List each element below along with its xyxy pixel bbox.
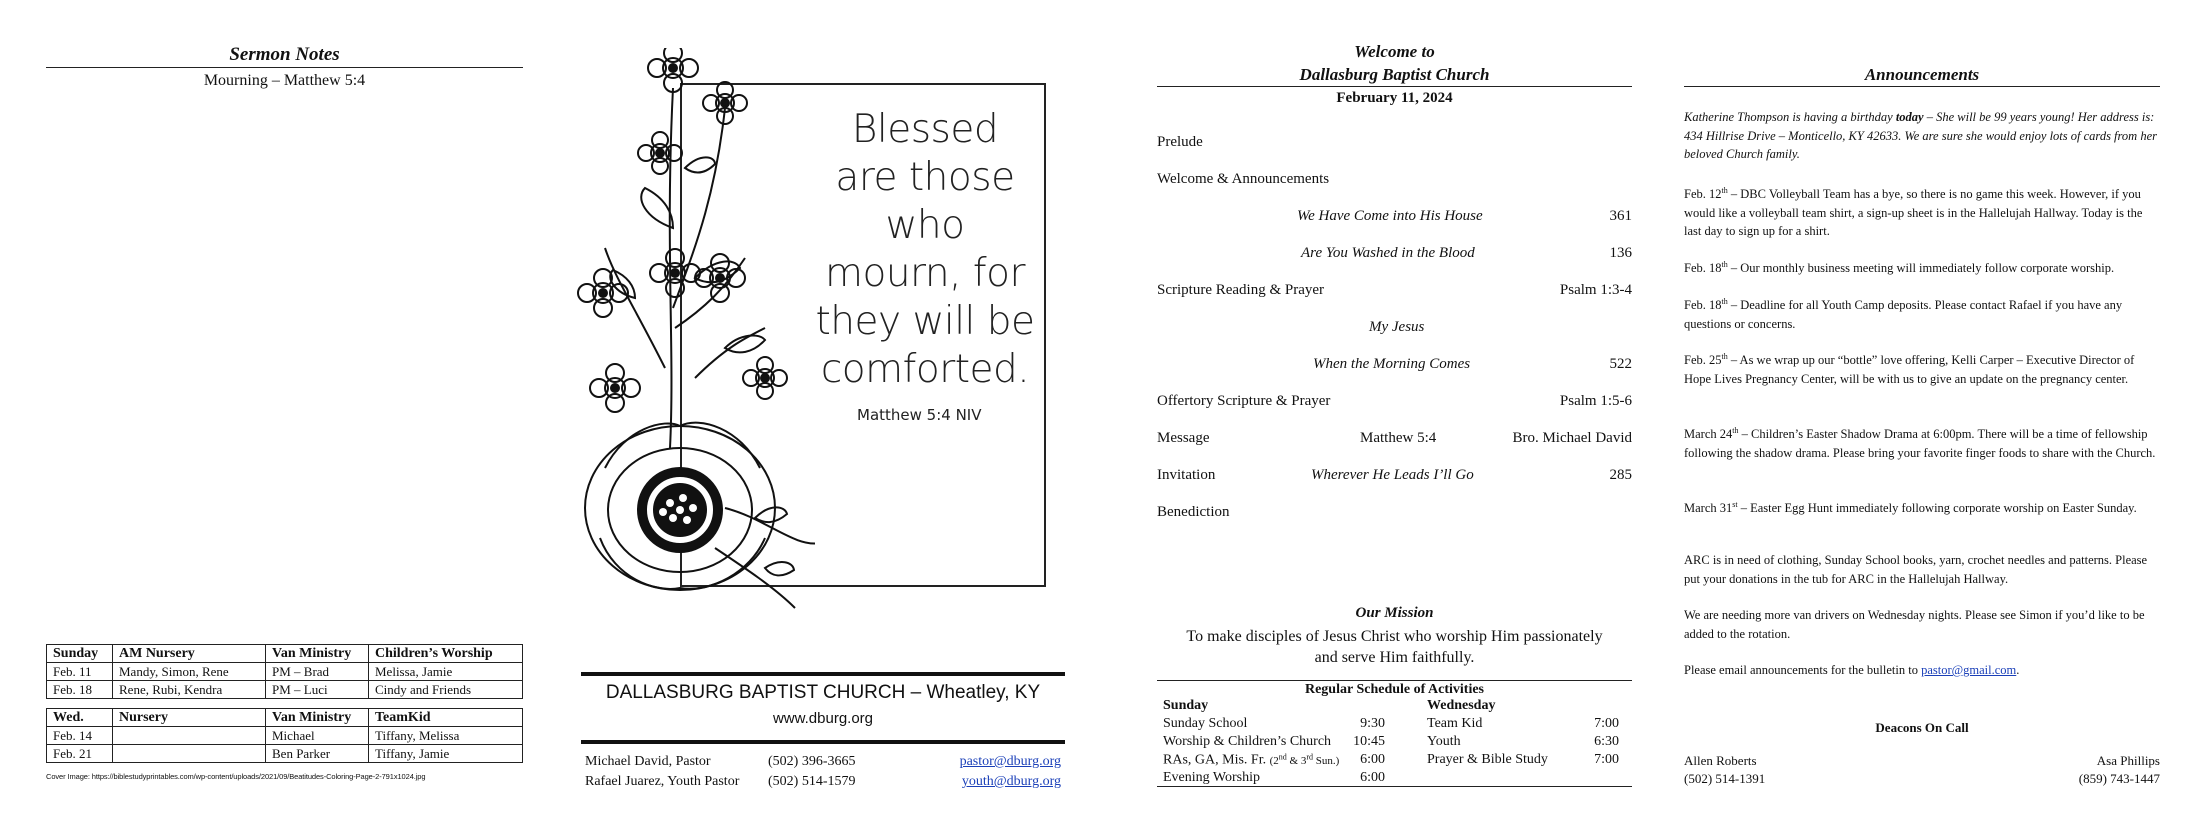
activity-time: 9:30 xyxy=(1360,716,1385,731)
program-item xyxy=(1157,171,1632,191)
program-label: Message xyxy=(1157,430,1210,446)
note-part: Sun.) xyxy=(1313,754,1340,767)
announcement-text: Katherine Thompson is having a birthday xyxy=(1684,110,1896,124)
activity-time: 6:00 xyxy=(1360,770,1385,785)
staff-name: Rafael Juarez, Youth Pastor xyxy=(585,774,740,789)
table-cell: PM – Brad xyxy=(266,663,369,681)
schedule-item xyxy=(1427,734,1619,752)
announcement-date: Feb. 18 xyxy=(1684,298,1722,313)
announcement-text: – DBC Volleyball Team has a bye, so there is no game this week. However, if you would like a volleyball team shirt, a sign-up sheet is in the Hallelujah Hallway. Today is the last day to sign up for a shirt. xyxy=(1684,187,2143,239)
table-header: Nursery xyxy=(113,709,266,727)
note-sup: nd xyxy=(1278,752,1287,761)
leaf xyxy=(641,188,673,228)
date-suffix: th xyxy=(1721,186,1728,195)
small-flower xyxy=(743,357,787,399)
announcement-text: – As we wrap up our “bottle” love offering, Kelli Carper – Executive Director of Hope Lives Pregnancy Center, will be with us to give an update on the pregnancy center. xyxy=(1684,353,2135,386)
scripture-ref: Psalm 1:3-4 xyxy=(1559,282,1632,298)
deacons-title: Deacons On Call xyxy=(1875,720,1969,735)
table-cell: PM – Luci xyxy=(266,681,369,699)
welcome-heading: Welcome to xyxy=(1354,42,1435,61)
sunday-duty-table xyxy=(46,644,523,699)
announcement-item xyxy=(1684,496,2160,518)
announcement-emphasis: today xyxy=(1895,110,1924,124)
program-item xyxy=(1157,245,1632,265)
schedule-title: Regular Schedule of Activities xyxy=(1157,680,1632,698)
note-sup: rd xyxy=(1306,752,1313,761)
date-suffix: th xyxy=(1721,352,1728,361)
church-heading: Dallasburg Baptist Church xyxy=(1157,65,1632,87)
announcement-item xyxy=(1684,108,2160,164)
program-item xyxy=(1157,504,1632,524)
announcement-text: We are needing more van drivers on Wednesday nights. Please see Simon if you’d like to be added to the rotation. xyxy=(1684,608,2145,641)
verse-text xyxy=(795,106,1055,394)
table-cell: Feb. 14 xyxy=(47,727,113,745)
announcement-text: – Our monthly business meeting will immediately follow corporate worship. xyxy=(1727,261,2115,276)
table-row xyxy=(47,663,523,681)
activity-name: RAs, GA, Mis. Fr. xyxy=(1163,752,1267,768)
church-website[interactable]: www.dburg.org xyxy=(772,710,874,727)
announcement-item xyxy=(1684,182,2160,241)
hymn-number: 361 xyxy=(1609,208,1632,224)
announcement-item xyxy=(1684,551,2160,588)
announcement-text: – She will be 99 years young! Her address is: 434 Hillrise Drive – Monticello, KY 42633. We are sure she would enjoy lots of cards from her beloved Church family. xyxy=(1684,110,2157,161)
schedule-item xyxy=(1163,770,1385,788)
activity-name: Worship & Children’s Church xyxy=(1163,734,1332,749)
announcement-text: ARC is in need of clothing, Sunday School books, yarn, crochet needles and patterns. Please put your donations in the tub for ARC in the Hallelujah Hallway. xyxy=(1684,553,2148,586)
deacon-contact xyxy=(1684,752,1765,788)
verse-line: are those xyxy=(835,155,1015,200)
program-item xyxy=(1157,208,1632,228)
announcement-text: – Deadline for all Youth Camp deposits. Please contact Rafael if you have any questions or concerns. xyxy=(1684,298,2123,331)
small-flower xyxy=(590,364,640,412)
table-cell: Cindy and Friends xyxy=(369,681,523,699)
announcement-item xyxy=(1684,422,2160,462)
activity-name-wrap xyxy=(1163,752,1339,769)
sermon-notes-panel xyxy=(46,0,523,781)
order-of-worship-panel xyxy=(1157,0,1632,839)
announcement-item xyxy=(1684,606,2160,643)
table-cell xyxy=(113,745,266,763)
program-label: Offertory Scripture & Prayer xyxy=(1157,393,1331,409)
mission-title: Our Mission xyxy=(1355,605,1434,621)
table-cell xyxy=(113,727,266,745)
church-name: DALLASBURG BAPTIST CHURCH – Wheatley, KY xyxy=(605,682,1041,703)
mission-line: and serve Him faithfully. xyxy=(1314,649,1475,666)
table-row xyxy=(47,745,523,763)
deacon-phone: (502) 514-1391 xyxy=(1684,771,1766,786)
table-row xyxy=(47,727,523,745)
program-item xyxy=(1157,282,1632,302)
service-date: February 11, 2024 xyxy=(1336,90,1453,106)
table-cell: Melissa, Jamie xyxy=(369,663,523,681)
small-flower xyxy=(695,254,745,302)
hymn-title: When the Morning Comes xyxy=(1313,356,1471,372)
activity-time: 6:00 xyxy=(1360,752,1385,767)
announcement-item xyxy=(1684,348,2160,388)
date-suffix: th xyxy=(1732,426,1739,435)
table-row xyxy=(47,681,523,699)
leaf xyxy=(755,507,787,522)
announcement-date: Feb. 25 xyxy=(1684,353,1722,368)
table-cell: Feb. 11 xyxy=(47,663,113,681)
small-flower xyxy=(648,48,698,92)
message-ref: Matthew 5:4 xyxy=(1360,430,1437,446)
table-cell: Tiffany, Melissa xyxy=(369,727,523,745)
cover-image-credit: Cover Image: https://biblestudyprintables.com/wp-content/uploads/2021/09/Beatitudes-Coloring-Page-2-791x1024.jpg xyxy=(46,772,426,781)
program-label: Prelude xyxy=(1157,134,1203,150)
small-flower xyxy=(703,82,747,124)
schedule-item xyxy=(1427,716,1619,734)
hymn-title: Wherever He Leads I’ll Go xyxy=(1311,467,1474,483)
table-header: TeamKid xyxy=(369,709,523,727)
program-item xyxy=(1157,467,1632,487)
verse-line: comforted. xyxy=(820,347,1030,392)
table-header: Wed. xyxy=(47,709,113,727)
verse-reference: Matthew 5:4 NIV xyxy=(857,406,982,424)
activity-name: Prayer & Bible Study xyxy=(1427,752,1548,767)
schedule-item xyxy=(1163,716,1385,734)
table-header: Van Ministry xyxy=(266,645,369,663)
date-suffix: st xyxy=(1732,500,1738,509)
announcement-date: March 31 xyxy=(1684,501,1733,516)
schedule-item xyxy=(1163,734,1385,752)
announcements-panel xyxy=(1684,0,2160,839)
announcement-date: Feb. 12 xyxy=(1684,187,1722,202)
program-label: Invitation xyxy=(1157,467,1216,483)
hymn-title: We Have Come into His House xyxy=(1297,208,1483,224)
cover-panel xyxy=(575,0,1065,839)
announcement-date: Feb. 18 xyxy=(1684,261,1722,276)
activity-name: Youth xyxy=(1427,734,1461,749)
table-cell: Feb. 18 xyxy=(47,681,113,699)
hymn-number: 136 xyxy=(1609,245,1632,261)
note-part: (2 xyxy=(1269,754,1279,767)
bulletin-email-link[interactable]: pastor@gmail.com xyxy=(1921,663,2017,677)
announcement-text: – Easter Egg Hunt immediately following corporate worship on Easter Sunday. xyxy=(1737,501,2137,516)
activity-time: 6:30 xyxy=(1594,734,1619,749)
verse-line: Blessed xyxy=(851,107,999,152)
hymn-number: 285 xyxy=(1609,467,1632,483)
verse-line: mourn, for xyxy=(824,251,1026,296)
schedule-item xyxy=(1163,752,1385,770)
hymn-title: Are You Washed in the Blood xyxy=(1301,245,1475,261)
program-item xyxy=(1157,356,1632,376)
announcements-title: Announcements xyxy=(1684,65,2160,87)
verse-line: they will be xyxy=(815,299,1035,344)
table-cell: Ben Parker xyxy=(266,745,369,763)
program-item xyxy=(1157,430,1632,450)
sermon-notes-title: Sermon Notes xyxy=(46,44,523,68)
program-label: Welcome & Announcements xyxy=(1157,171,1330,187)
program-item xyxy=(1157,134,1632,154)
scripture-ref: Psalm 1:5-6 xyxy=(1559,393,1632,409)
song-title: My Jesus xyxy=(1369,319,1425,335)
deacon-name: Allen Roberts xyxy=(1684,753,1757,768)
activity-time: 10:45 xyxy=(1353,734,1385,749)
activity-name: Team Kid xyxy=(1427,716,1483,731)
table-header: AM Nursery xyxy=(113,645,266,663)
program-label: Scripture Reading & Prayer xyxy=(1157,282,1325,298)
announcement-item xyxy=(1684,256,2160,278)
staff-name: Michael David, Pastor xyxy=(585,754,711,769)
divider-top xyxy=(581,672,1065,676)
activity-time: 7:00 xyxy=(1594,752,1619,767)
table-cell: Feb. 21 xyxy=(47,745,113,763)
activity-name: Evening Worship xyxy=(1163,770,1260,785)
mission-statement xyxy=(1157,626,1632,668)
deacon-phone: (859) 743-1447 xyxy=(2078,771,2160,786)
leaf xyxy=(685,157,715,172)
announcement-item xyxy=(1684,293,2160,333)
announcement-item xyxy=(1684,661,2160,680)
flower-illustration xyxy=(575,48,815,638)
mission-line: To make disciples of Jesus Christ who worship Him passionately xyxy=(1186,628,1603,645)
stem-line xyxy=(725,508,815,544)
hymn-number: 522 xyxy=(1609,356,1632,372)
activity-name: Sunday School xyxy=(1163,716,1248,731)
divider-bottom xyxy=(581,740,1065,744)
schedule-day: Sunday xyxy=(1163,698,1209,713)
activity-time: 7:00 xyxy=(1594,716,1619,731)
schedule-item xyxy=(1427,752,1619,770)
table-header: Van Ministry xyxy=(266,709,369,727)
table-cell: Rene, Rubi, Kendra xyxy=(113,681,266,699)
sermon-notes-subtitle: Mourning – Matthew 5:4 xyxy=(203,72,366,89)
small-flower xyxy=(638,132,682,174)
date-suffix: th xyxy=(1721,297,1728,306)
stem-line xyxy=(670,88,673,448)
table-header: Children’s Worship xyxy=(369,645,523,663)
date-suffix: th xyxy=(1721,260,1728,269)
announcement-text: Please email announcements for the bulletin to xyxy=(1684,663,1922,677)
deacon-contact xyxy=(2079,752,2160,788)
stem-line xyxy=(605,248,665,368)
announcement-date: March 24 xyxy=(1684,427,1733,442)
staff-phone: (502) 396-3665 xyxy=(768,754,856,769)
staff-email-link[interactable]: youth@dburg.org xyxy=(961,774,1061,789)
program-item xyxy=(1157,393,1632,413)
wednesday-duty-table xyxy=(46,708,523,763)
large-flower xyxy=(585,423,775,590)
note-part: & 3 xyxy=(1286,754,1307,767)
program-item xyxy=(1157,319,1632,339)
schedule-day: Wednesday xyxy=(1427,698,1496,713)
activity-note xyxy=(1269,752,1340,767)
staff-phone: (502) 514-1579 xyxy=(768,774,856,789)
table-header: Sunday xyxy=(47,645,113,663)
staff-email-link[interactable]: pastor@dburg.org xyxy=(959,754,1061,769)
schedule-grid xyxy=(1157,698,1632,787)
program-label: Benediction xyxy=(1157,504,1230,520)
table-cell: Michael xyxy=(266,727,369,745)
leaf xyxy=(765,562,794,575)
announcement-text: . xyxy=(2016,663,2020,677)
table-cell: Mandy, Simon, Rene xyxy=(113,663,266,681)
table-cell: Tiffany, Jamie xyxy=(369,745,523,763)
message-speaker: Bro. Michael David xyxy=(1512,430,1632,446)
deacon-name: Asa Phillips xyxy=(2096,753,2160,768)
verse-line: who xyxy=(885,203,965,248)
announcement-text: – Children’s Easter Shadow Drama at 6:00pm. There will be a time of fellowship following the shadow drama. Please bring your favorite finger foods to share with the Church. xyxy=(1684,427,2156,460)
